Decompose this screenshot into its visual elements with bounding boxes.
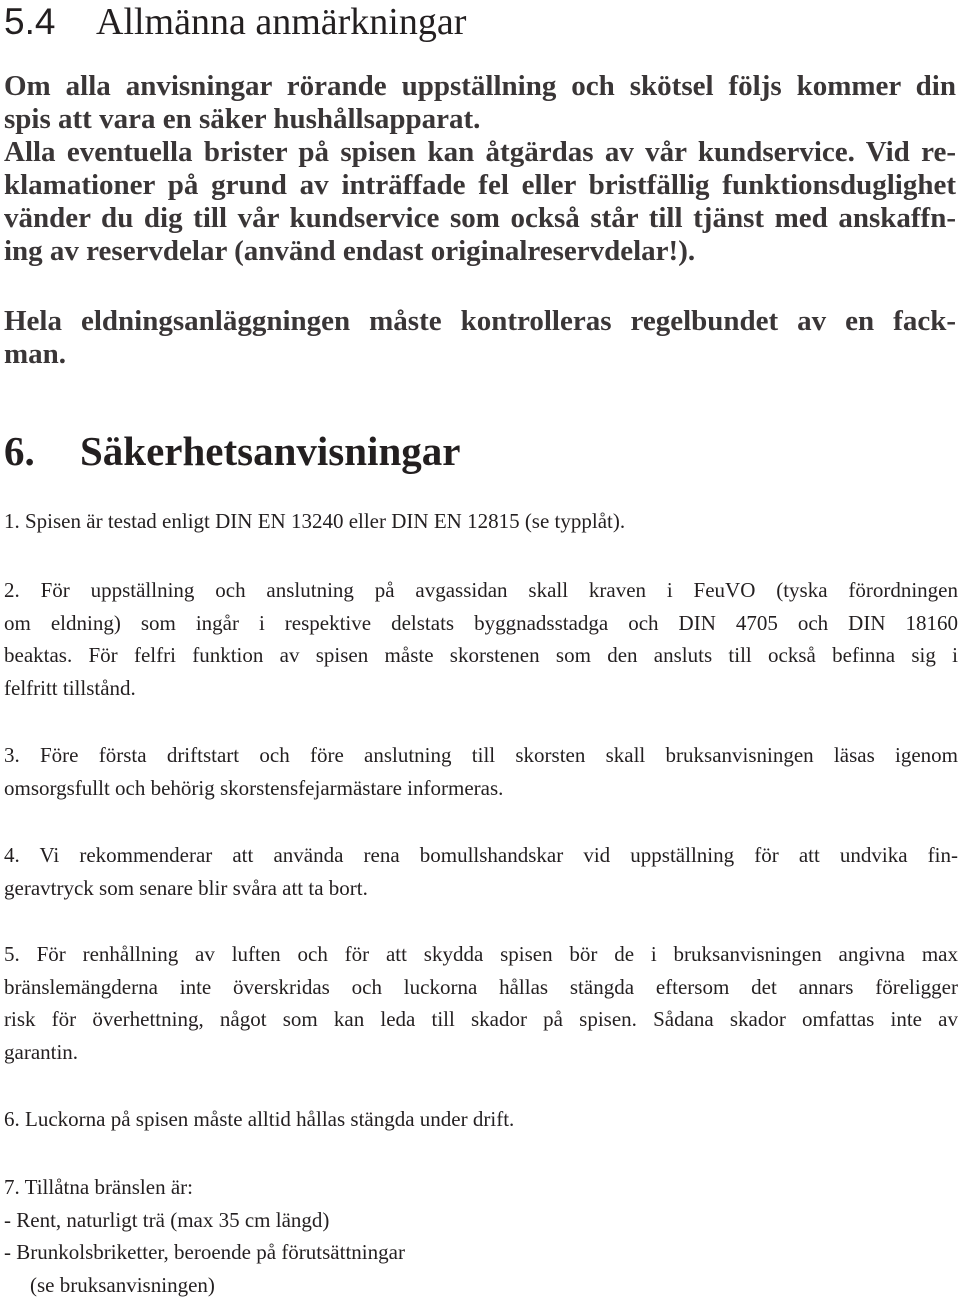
text-line: omsorgsfullt och behörig skorstensfejarmästare informeras. [4,775,504,800]
text-line: risk för överhettning, något som kan leda till skador på spisen. Sådana skador omfattas inte av [4,1007,958,1031]
fuel-list-item: - Brunkolsbriketter, beroende på förutsättningar [4,1240,405,1264]
text-line: 7. Tillåtna bränslen är: [4,1175,193,1199]
section-heading-safety [4,426,460,476]
text-line: garantin. [4,1039,79,1064]
text-line: ing av reservdelar (använd endast originalreservdelar!). [4,235,696,267]
text-line: Alla eventuella brister på spisen kan åtgärdas av vår kundservice. Vid re- [4,136,956,168]
section-heading-general-notes [4,0,466,44]
text-line: bränslemängderna inte överskridas och luckorna hållas stängda eftersom det annars föreligger [4,974,958,999]
safety-item-4 [4,839,958,904]
safety-item-7 [4,1171,958,1301]
safety-item-6 [4,1103,958,1136]
section-number: 5.4 [4,1,56,42]
text-line: Hela eldningsanläggningen måste kontrolleras regelbundet av en fack- [4,305,956,337]
general-notes-paragraph [4,70,956,268]
text-line: vänder du dig till vår kundservice som också står till tjänst med anskaffn- [4,202,956,234]
section-title: Allmänna anmärkningar [96,1,467,43]
section-title: Säkerhetsanvisningar [80,428,461,474]
text-line: felfritt tillstånd. [4,675,136,700]
text-line: beaktas. För felfri funktion av spisen måste skorstenen som den ansluts till också befinna sig i [4,643,958,667]
safety-item-2 [4,574,958,704]
text-line: klamationer på grund av inträffade fel eller bristfällig funktionsduglighet [4,169,956,201]
text-line: spis att vara en säker hushållsapparat. [4,103,481,135]
text-line: 5. För renhållning av luften och för att skydda spisen bör de i bruksanvisningen angivna max [4,942,958,966]
text-line: man. [4,338,67,370]
safety-item-1 [4,505,958,538]
text-line: 4. Vi rekommenderar att använda rena bomullshandskar vid uppställning för att undvika fin- [4,843,958,867]
fuel-list-note: (se bruksanvisningen) [30,1272,215,1297]
text-line: geravtryck som senare blir svåra att ta bort. [4,875,368,900]
text-line: 1. Spisen är testad enligt DIN EN 13240 eller DIN EN 12815 (se typplåt). [4,509,626,533]
section-number: 6. [4,428,35,474]
text-line: 6. Luckorna på spisen måste alltid hållas stängda under drift. [4,1107,515,1131]
text-line: 2. För uppställning och anslutning på avgassidan skall kraven i FeuVO (tyska förordningen [4,578,958,602]
text-line: om eldning) som ingår i respektive delstats byggnadsstadga och DIN 4705 och DIN 18160 [4,610,958,635]
fuel-list-item: - Rent, naturligt trä (max 35 cm längd) [4,1207,330,1232]
safety-item-3 [4,739,958,804]
text-line: Om alla anvisningar rörande uppställning och skötsel följs kommer din [4,70,956,102]
text-line: 3. Före första driftstart och före anslutning till skorsten skall bruksanvisningen läsas igenom [4,743,958,767]
safety-item-5 [4,938,958,1068]
inspection-paragraph [4,305,956,371]
